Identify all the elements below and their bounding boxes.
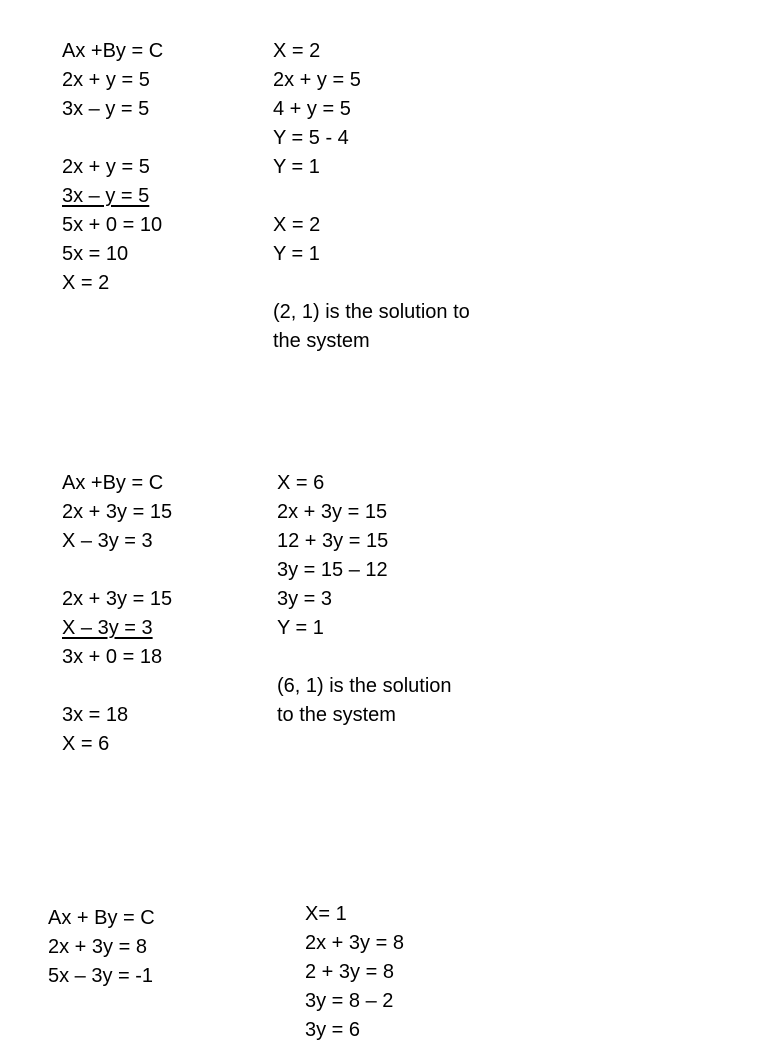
p1-right-line: X = 2 (273, 214, 321, 236)
problem1-left-column (62, 37, 163, 298)
p2-left-line: Ax +By = C (62, 472, 164, 494)
p2-left-line: 3x + 0 = 18 (62, 646, 163, 668)
p2-right-line: 2x + 3y = 15 (277, 501, 388, 523)
p3-left-line: Ax + By = C (48, 907, 155, 929)
p1-right-line: Y = 1 (273, 156, 320, 178)
p3-right-line: 2 + 3y = 8 (305, 961, 394, 983)
p2-right-gap (277, 643, 452, 672)
p3-left-line: 5x – 3y = -1 (48, 965, 154, 987)
problem3-left-column (48, 904, 155, 991)
p2-left-gap (62, 556, 172, 585)
problem2-left-column (62, 469, 172, 759)
p1-right-gap (273, 269, 470, 298)
p3-right-line: X= 1 (305, 903, 347, 925)
p2-left-underlined-line: X – 3y = 3 (62, 617, 153, 639)
p2-left-line: 3x = 18 (62, 704, 129, 726)
p2-solution-line: to the system (277, 704, 396, 726)
p1-solution-line: (2, 1) is the solution to (273, 301, 470, 323)
p2-right-line: 3y = 15 – 12 (277, 559, 388, 581)
p1-right-line: 2x + y = 5 (273, 69, 361, 91)
p2-right-line: X = 6 (277, 472, 325, 494)
p2-left-line: 2x + 3y = 15 (62, 588, 173, 610)
p2-left-line: X = 6 (62, 733, 110, 755)
p2-left-line: X – 3y = 3 (62, 530, 153, 552)
p1-right-line: 4 + y = 5 (273, 98, 351, 120)
p3-right-line: 3y = 8 – 2 (305, 990, 394, 1012)
p3-left-line: 2x + 3y = 8 (48, 936, 147, 958)
problem3-right-column (305, 900, 404, 1045)
p1-left-gap (62, 124, 163, 153)
p3-right-line: 3y = 6 (305, 1019, 361, 1041)
p2-right-line: 12 + 3y = 15 (277, 530, 389, 552)
p1-right-line: Y = 1 (273, 243, 320, 265)
p1-left-line: 2x + y = 5 (62, 69, 150, 91)
p1-right-line: X = 2 (273, 40, 321, 62)
p1-right-line: Y = 5 - 4 (273, 127, 349, 149)
p1-left-line: 2x + y = 5 (62, 156, 150, 178)
p1-left-line: X = 2 (62, 272, 110, 294)
p1-left-line: 5x = 10 (62, 243, 129, 265)
p2-right-line: Y = 1 (277, 617, 324, 639)
p1-left-line: Ax +By = C (62, 40, 164, 62)
problem1-right-column (273, 37, 470, 356)
p1-left-underlined-line: 3x – y = 5 (62, 185, 150, 207)
p2-left-line: 2x + 3y = 15 (62, 501, 173, 523)
p1-solution-line: the system (273, 330, 370, 352)
p2-solution-line: (6, 1) is the solution (277, 675, 452, 697)
problem2-right-column (277, 469, 452, 730)
p3-right-line: 2x + 3y = 8 (305, 932, 404, 954)
p1-left-line: 3x – y = 5 (62, 98, 150, 120)
p2-right-line: 3y = 3 (277, 588, 333, 610)
p2-left-gap (62, 672, 172, 701)
p1-left-line: 5x + 0 = 10 (62, 214, 163, 236)
p1-right-gap (273, 182, 470, 211)
